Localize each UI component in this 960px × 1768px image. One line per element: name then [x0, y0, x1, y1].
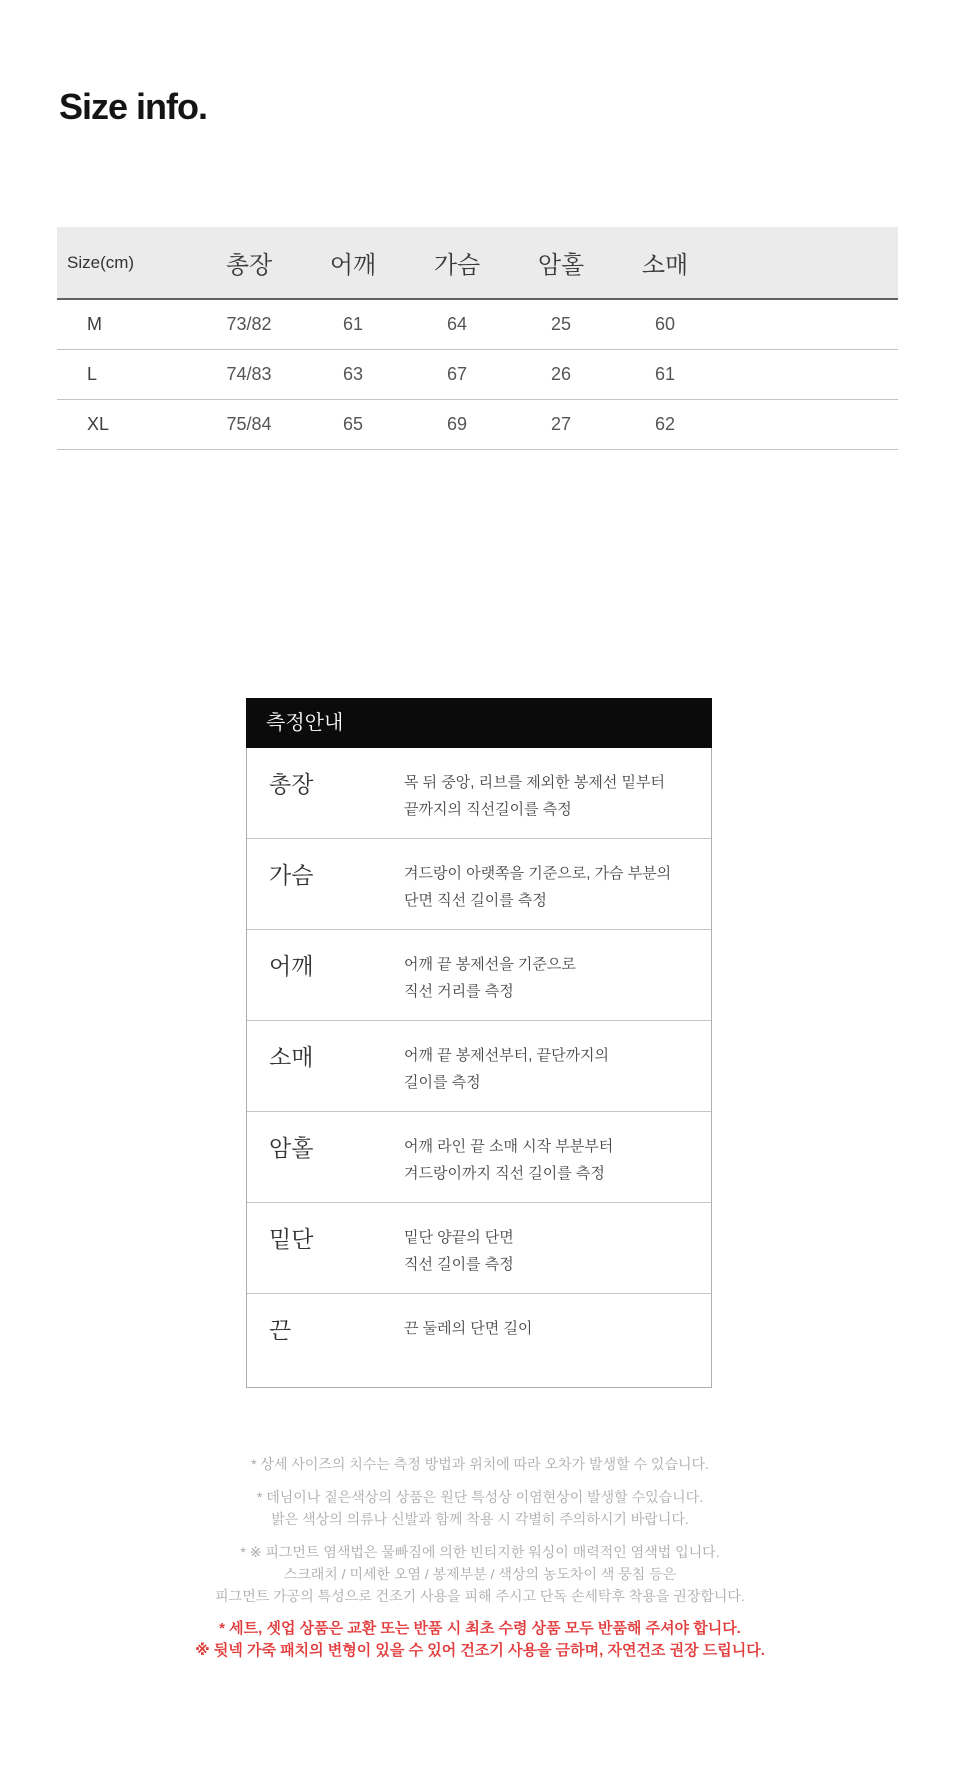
- size-value-filler: [717, 299, 898, 349]
- size-row-l: [57, 349, 898, 399]
- guide-row-total-length: [247, 748, 711, 839]
- size-value: 61: [301, 299, 405, 349]
- guide-desc: [404, 1042, 703, 1097]
- size-value: 25: [509, 299, 613, 349]
- size-value: 75/84: [197, 399, 301, 449]
- guide-desc: [404, 1224, 703, 1279]
- note-line: 밝은 색상의 의류나 신발과 함께 착용 시 각별히 주의하시기 바랍니다.: [271, 1511, 689, 1527]
- note-block-dye-transfer: [0, 1486, 960, 1530]
- col-header-total-length: 총장: [197, 227, 301, 299]
- size-value: 63: [301, 349, 405, 399]
- guide-desc-line: 길이를 측정: [404, 1074, 481, 1091]
- note-block-pigment-dye: [0, 1541, 960, 1607]
- guide-row-chest: [247, 839, 711, 930]
- guide-term: 암홀: [269, 1135, 314, 1161]
- size-value: 26: [509, 349, 613, 399]
- note-block-size-tolerance: [0, 1453, 960, 1475]
- guide-desc-line: 끈 둘레의 단면 길이: [404, 1320, 533, 1337]
- guide-desc: [404, 951, 703, 1006]
- col-header-sleeve: 소매: [613, 227, 717, 299]
- col-header-shoulder: 어깨: [301, 227, 405, 299]
- note-line: 피그먼트 가공의 특성으로 건조기 사용을 피해 주시고 단독 손세탁후 착용을 권장합니다.: [215, 1588, 745, 1604]
- size-value: 69: [405, 399, 509, 449]
- measure-guide-body: [246, 748, 712, 1388]
- size-value: 62: [613, 399, 717, 449]
- size-value: 67: [405, 349, 509, 399]
- page-title: Size info.: [59, 86, 208, 127]
- guide-term: 어깨: [269, 953, 314, 979]
- measure-guide-title: 측정안내: [246, 698, 712, 748]
- guide-desc-line: 어깨 끝 봉제선부터, 끝단까지의: [404, 1047, 610, 1064]
- warning-note-line: ※ 뒷넥 가죽 패치의 변형이 있을 수 있어 건조기 사용을 금하며, 자연건조 권장 드립니다.: [195, 1642, 765, 1659]
- guide-term: 총장: [269, 771, 314, 797]
- guide-desc: [404, 1315, 703, 1373]
- note-line: * 데님이나 짙은색상의 상품은 원단 특성상 이염현상이 발생할 수있습니다.: [256, 1489, 704, 1505]
- size-table-header-row: [57, 227, 898, 299]
- guide-row-sleeve: [247, 1021, 711, 1112]
- guide-term: 소매: [269, 1044, 314, 1070]
- guide-desc: [404, 860, 703, 915]
- measure-guide: [246, 698, 712, 1388]
- size-value: 74/83: [197, 349, 301, 399]
- size-label: XL: [57, 399, 197, 449]
- size-value-filler: [717, 349, 898, 399]
- note-block-warning: [0, 1618, 960, 1662]
- guide-desc-line: 겨드랑이 아랫쪽을 기준으로, 가슴 부분의: [404, 865, 672, 882]
- col-header-armhole: 암홀: [509, 227, 613, 299]
- size-label: L: [57, 349, 197, 399]
- warning-note-line: * 세트, 셋업 상품은 교환 또는 반품 시 최초 수령 상품 모두 반품해 주셔야 합니다.: [219, 1620, 741, 1637]
- size-value: 27: [509, 399, 613, 449]
- note-line: * 상세 사이즈의 치수는 측정 방법과 위치에 따라 오차가 발생할 수 있습니다.: [251, 1456, 709, 1472]
- size-value: 60: [613, 299, 717, 349]
- guide-desc-line: 밑단 양끝의 단면: [404, 1229, 514, 1246]
- size-value: 65: [301, 399, 405, 449]
- note-line: * ※ 피그먼트 염색법은 물빠짐에 의한 빈티지한 워싱이 매력적인 염색법 입니다.: [240, 1544, 720, 1560]
- guide-desc: [404, 769, 703, 824]
- guide-row-armhole: [247, 1112, 711, 1203]
- guide-desc-line: 끝까지의 직선길이를 측정: [404, 801, 572, 818]
- guide-desc-line: 목 뒤 중앙, 리브를 제외한 봉제선 밑부터: [404, 774, 666, 791]
- guide-desc-line: 어깨 끝 봉제선을 기준으로: [404, 956, 576, 973]
- size-value: 61: [613, 349, 717, 399]
- guide-desc-line: 직선 길이를 측정: [404, 1256, 514, 1273]
- size-table: [57, 227, 898, 450]
- size-value: 64: [405, 299, 509, 349]
- note-line: 스크래치 / 미세한 오염 / 봉제부분 / 색상의 농도차이 색 뭉침 등은: [283, 1566, 677, 1582]
- footnotes: [0, 1453, 960, 1673]
- guide-desc: [404, 1133, 703, 1188]
- guide-term: 가슴: [269, 862, 314, 888]
- guide-row-hem: [247, 1203, 711, 1294]
- size-row-xl: [57, 399, 898, 449]
- size-row-m: [57, 299, 898, 349]
- col-header-filler: [717, 227, 898, 299]
- size-col-header: Size(cm): [57, 227, 197, 299]
- guide-term: 끈: [269, 1317, 292, 1343]
- size-label: M: [57, 299, 197, 349]
- guide-desc-line: 어깨 라인 끝 소매 시작 부분부터: [404, 1138, 614, 1155]
- size-value-filler: [717, 399, 898, 449]
- guide-desc-line: 단면 직선 길이를 측정: [404, 892, 547, 909]
- size-value: 73/82: [197, 299, 301, 349]
- guide-desc-line: 직선 거리를 측정: [404, 983, 514, 1000]
- guide-desc-line: 겨드랑이까지 직선 길이를 측정: [404, 1165, 605, 1182]
- col-header-chest: 가슴: [405, 227, 509, 299]
- guide-term: 밑단: [269, 1226, 314, 1252]
- guide-row-string: [247, 1294, 711, 1387]
- guide-row-shoulder: [247, 930, 711, 1021]
